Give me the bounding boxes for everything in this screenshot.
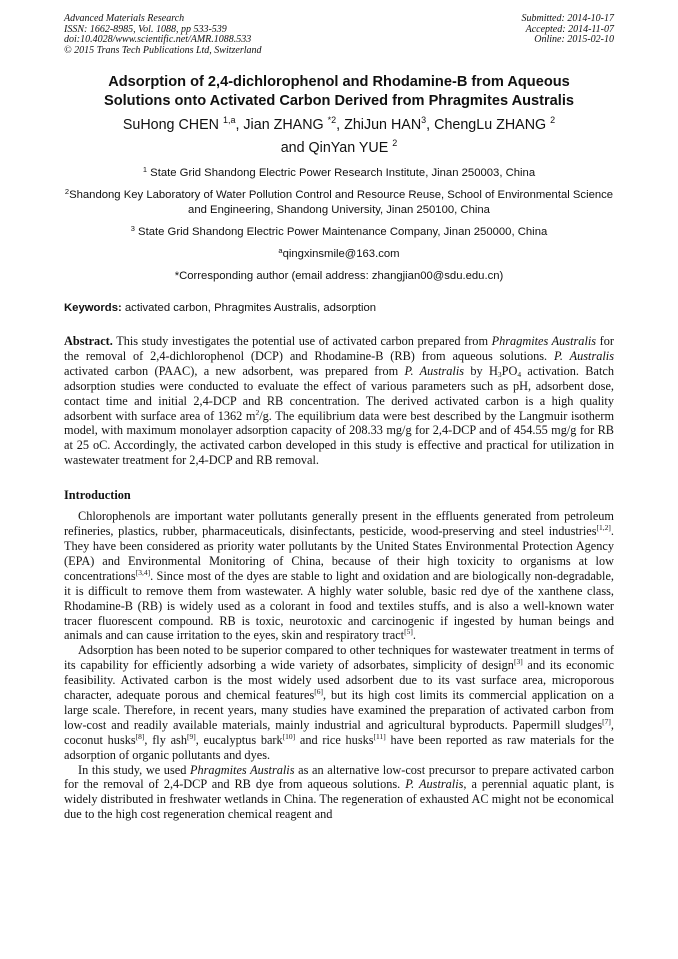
affiliation-text: State Grid Shandong Electric Power Research Institute, Jinan 250003, China bbox=[147, 167, 536, 179]
citation-ref: [7] bbox=[602, 716, 611, 726]
keywords-label: Keywords: bbox=[64, 302, 122, 314]
abstract-italic: Phragmites Australis bbox=[491, 334, 597, 348]
abstract-text: This study investigates the potential use of activated carbon prepared from bbox=[112, 334, 492, 348]
paragraph-text: , but its high cost limits its commercial application on a large scale. Therefore, in recent years, many studies have examined the preparation of activated carbon from low-cost and readily available materials, mainly industrial and agricultural byproducts. Papermill sludges bbox=[64, 688, 614, 732]
introduction-paragraph-1 bbox=[64, 509, 614, 643]
email-sup: a bbox=[278, 246, 283, 255]
author-name: , Jian ZHANG bbox=[235, 117, 328, 133]
paragraph-text: Chlorophenols are important water pollutants generally present in the effluents generated from petroleum refineries, plastics, rubber, pharmaceuticals, disinfectants, pesticide, wood-preserving and steel industries bbox=[64, 509, 614, 539]
paragraph-text: as an alternative low-cost precursor to prepare activated carbon for the removal of 2,4-DCP and RB dye from aqueous solutions. bbox=[64, 762, 614, 792]
abstract-text: for the removal of 2,4-dichlorophenol (DCP) and Rhodamine-B (RB) from aqueous solutions. bbox=[64, 334, 614, 363]
abstract-text: activation. Batch adsorption studies were conducted to evaluate the effect of various parameters such as pH, adsorbent dose, contact time and initial 2,4-DCP and RB concentration. The derived activated carbon is a high quality adsorbent with surface area of 1362 m bbox=[64, 363, 614, 423]
paper-page bbox=[64, 14, 614, 822]
abstract-text: by H bbox=[464, 363, 498, 378]
affiliations bbox=[64, 166, 614, 284]
author-email bbox=[64, 247, 614, 262]
keywords bbox=[64, 302, 614, 314]
section-heading-introduction: Introduction bbox=[64, 488, 131, 503]
introduction-body bbox=[64, 509, 614, 822]
running-header bbox=[64, 14, 614, 56]
accepted-date: Accepted: 2014-11-07 bbox=[525, 23, 614, 35]
citation-ref: [9] bbox=[186, 731, 196, 741]
abstract-subscript: 4 bbox=[517, 369, 522, 379]
citation-ref: [1,2] bbox=[596, 523, 611, 533]
paragraph-text: In this study, we used bbox=[78, 762, 190, 777]
paragraph-text: . Since most of the dyes are stable to light and oxidation and are biologically non-degradable, it is difficult to remove them from wastewater. A highly water soluble, basic red dye of the xanthene class, Rhodamine-B (RB) is widely used as a colorant in food and textiles stuffs, and is also a well-known water tracer fluorescent compound. RB is toxic, neurotoxic and carcinogenic if ingested by human beings and animals and can cause irritation to the eyes, skin and respiratory tract bbox=[64, 568, 614, 643]
affiliation-text: Shandong Key Laboratory of Water Pollution Control and Resource Reuse, School of Environmental Science and Engineering, Shandong University, Jinan 250100, China bbox=[69, 189, 614, 216]
paragraph-text: , fly ash bbox=[144, 732, 187, 747]
journal-name: Advanced Materials Research bbox=[64, 13, 185, 24]
citation-ref: [11] bbox=[373, 731, 386, 741]
abstract-text: activated carbon (PAAC), a new adsorbent, was prepared from bbox=[64, 363, 405, 378]
affiliation-sup: 3 bbox=[130, 224, 135, 233]
abstract-subscript: 3 bbox=[497, 369, 502, 379]
paragraph-text: and its economic feasibility. Activated carbon is the most widely used adsorbent due to its vast surface area, microporous character, adequate porous and chemical features bbox=[64, 658, 614, 703]
paragraph-text: , eucalyptus bark bbox=[195, 732, 283, 747]
affiliation-2 bbox=[64, 188, 614, 218]
dates-info bbox=[522, 14, 615, 56]
abstract-superscript: 2 bbox=[255, 407, 260, 417]
paragraph-text: have been reported as raw materials for the adsorption of organic pollutants and dyes. bbox=[64, 732, 614, 762]
abstract bbox=[64, 334, 614, 468]
affiliation-sup: 2 bbox=[64, 187, 70, 196]
paragraph-text: and rice husks bbox=[295, 732, 374, 747]
citation-ref: [10] bbox=[282, 731, 296, 741]
author-name: and QinYan YUE bbox=[280, 140, 393, 156]
author-sup: 2 bbox=[392, 138, 398, 148]
citation-ref: [6] bbox=[314, 687, 324, 697]
paragraph-text: . They have been considered as priority water pollutants by the United States Environmental Protection Agency (EPA) and Environmental Monitoring of China, because of their high toxicity to organisms at low concentrations bbox=[64, 524, 614, 583]
author-sup: 2 bbox=[550, 115, 556, 125]
abstract-italic: P. Australis bbox=[553, 348, 614, 363]
paragraph-text: Adsorption has been noted to be superior compared to other techniques for wastewater treatment in terms of its capability for efficiently adsorbing a wide variety of adsorbates, simplicity of design bbox=[64, 643, 614, 673]
online-date: Online: 2015-02-10 bbox=[534, 34, 614, 45]
issn: ISSN: 1662-8985, Vol. 1088, pp 533-539 bbox=[64, 23, 227, 35]
abstract-label: Abstract. bbox=[64, 334, 113, 348]
title-line-2: Solutions onto Activated Carbon Derived from Phragmites Australis bbox=[103, 93, 575, 109]
paper-title bbox=[64, 73, 614, 111]
author-line-2 bbox=[64, 137, 614, 160]
paragraph-text: , a perennial aquatic plant, is widely distributed in freshwater wetlands in China. The regeneration of exhausted AC might not be economical due to the high cost regeneration chemical reagent and bbox=[64, 777, 614, 822]
introduction-paragraph-3 bbox=[64, 763, 614, 823]
affiliation-sup: 1 bbox=[142, 165, 148, 174]
affiliation-3 bbox=[64, 225, 614, 240]
citation-ref: [3] bbox=[513, 657, 523, 667]
citation-ref: [5] bbox=[404, 627, 413, 637]
citation-ref: [3,4] bbox=[135, 567, 151, 577]
keywords-text: activated carbon, Phragmites Australis, adsorption bbox=[121, 302, 377, 314]
affiliation-1 bbox=[64, 166, 614, 181]
author-sup: 1,a bbox=[222, 115, 236, 125]
affiliation-text: State Grid Shandong Electric Power Maintenance Company, Jinan 250000, China bbox=[134, 226, 548, 238]
author-sup: 3 bbox=[421, 115, 427, 125]
doi: doi:10.4028/www.scientific.net/AMR.1088.533 bbox=[64, 34, 252, 45]
title-line-1: Adsorption of 2,4-dichlorophenol and Rhodamine-B from Aqueous bbox=[108, 74, 570, 90]
publication-info bbox=[64, 14, 262, 56]
corresponding-author: *Corresponding author (email address: zhangjian00@sdu.edu.cn) bbox=[174, 270, 504, 282]
citation-ref: [8] bbox=[135, 731, 145, 741]
paragraph-text: . bbox=[412, 628, 416, 643]
introduction-paragraph-2 bbox=[64, 643, 614, 762]
copyright: © 2015 Trans Tech Publications Ltd, Switzerland bbox=[64, 44, 262, 56]
author-sup: *2 bbox=[327, 115, 337, 125]
author-line-1 bbox=[64, 114, 614, 137]
abstract-italic: P. Australis bbox=[404, 363, 465, 378]
submitted-date: Submitted: 2014-10-17 bbox=[521, 13, 614, 24]
email-text: qingxinsmile@163.com bbox=[282, 248, 400, 260]
paragraph-italic: P. Australis bbox=[405, 777, 464, 792]
paragraph-italic: Phragmites Australis bbox=[189, 762, 295, 777]
author-name: , ChengLu ZHANG bbox=[426, 117, 551, 133]
author-name: SuHong CHEN bbox=[122, 117, 223, 133]
author-name: , ZhiJun HAN bbox=[336, 117, 422, 133]
abstract-text: /g. The equilibrium data were best described by the Langmuir isotherm model, with maximum monolayer adsorption capacity of 208.33 mg/g for 2,4-DCP and of 454.55 mg/g for RB at 25 oC. Accordingly, the activated carbon developed in this study is effective and practical for utilization in wastewater treatment for 2,4-DCP and RB removal. bbox=[64, 408, 615, 468]
paragraph-text: , coconut husks bbox=[64, 717, 614, 747]
abstract-text: PO bbox=[501, 363, 518, 378]
author-list bbox=[64, 114, 614, 160]
